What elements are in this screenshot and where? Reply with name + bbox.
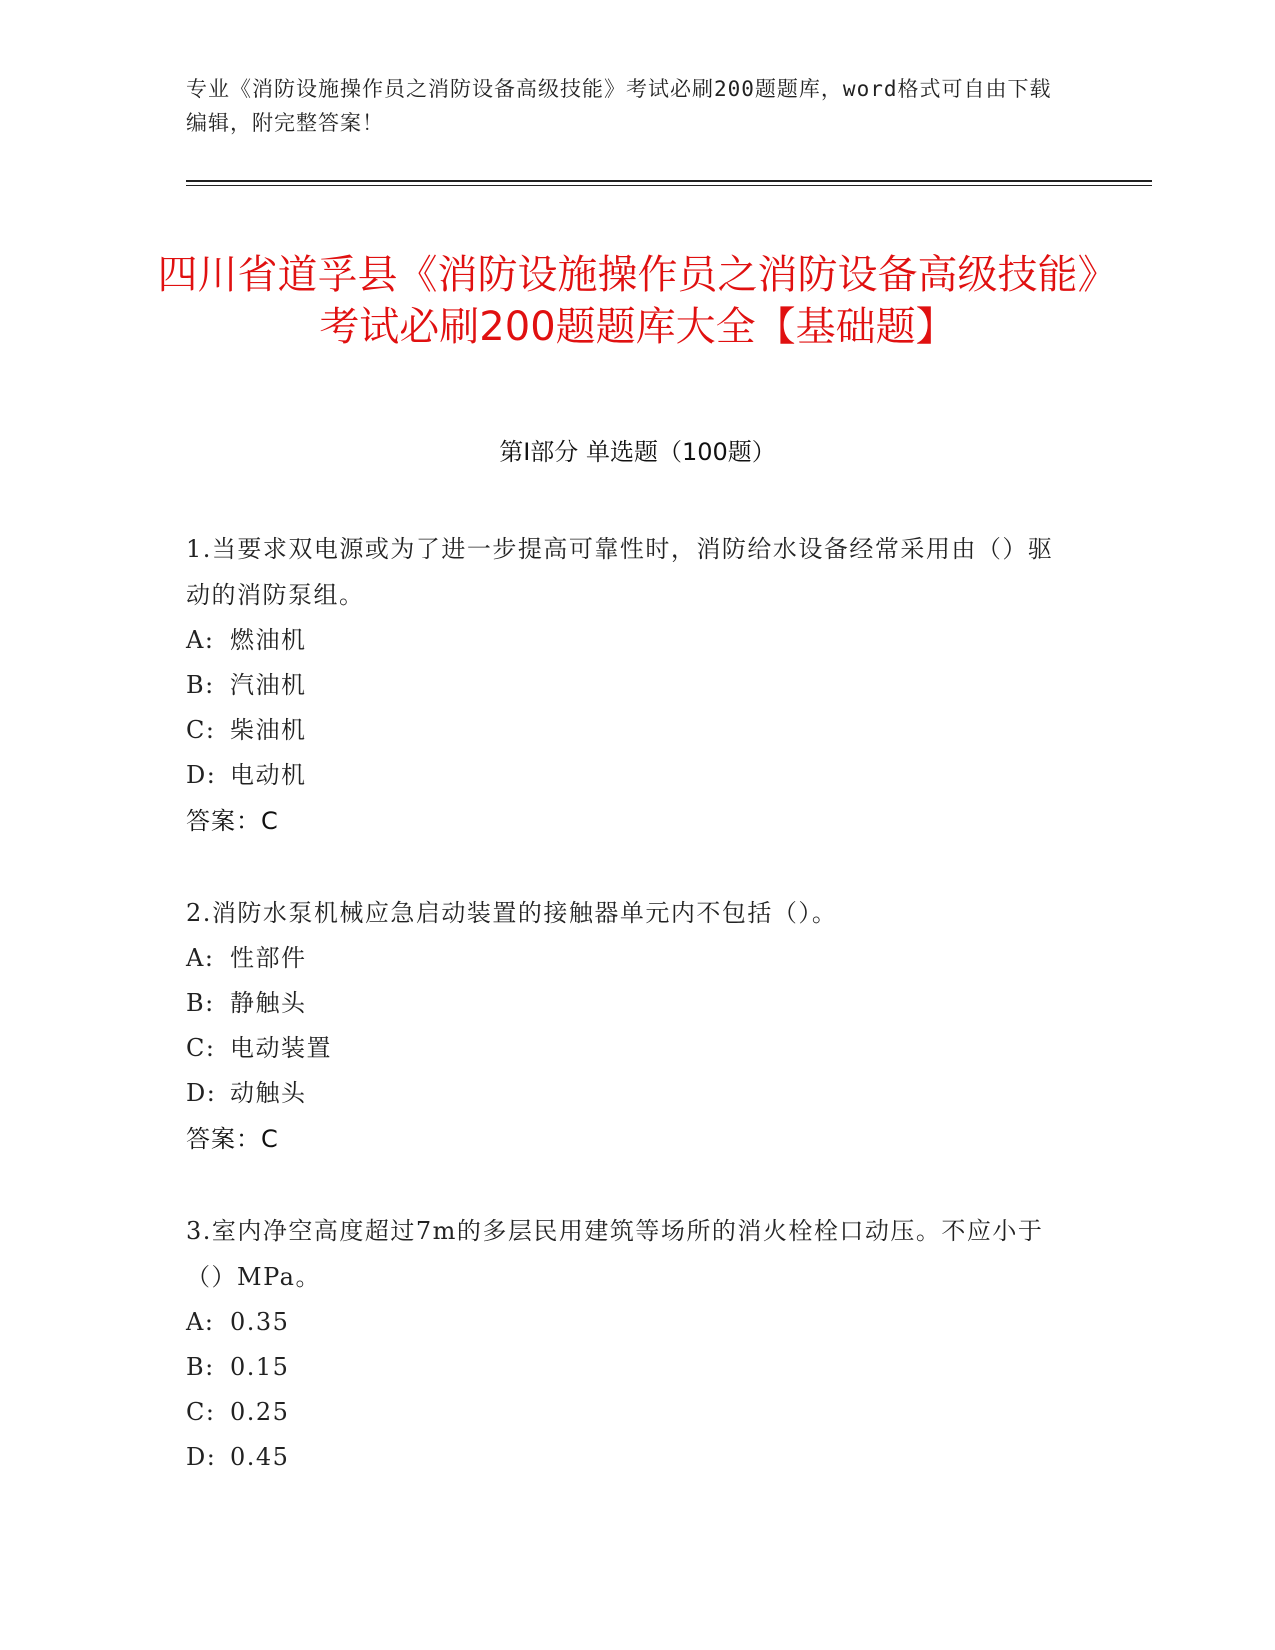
option-text: 静触头 xyxy=(230,989,307,1017)
option-text: 柴油机 xyxy=(230,716,307,744)
option-d xyxy=(186,1435,1066,1480)
answer-line: 答案：C xyxy=(186,1125,279,1153)
option-letter: B: xyxy=(186,671,215,699)
option-letter: D: xyxy=(186,1443,217,1471)
option-letter: A: xyxy=(186,626,215,654)
option-letter: A: xyxy=(186,944,215,972)
option-text: 燃油机 xyxy=(230,626,307,654)
option-text: 0.45 xyxy=(230,1443,290,1471)
option-text: 动触头 xyxy=(230,1079,307,1107)
option-a xyxy=(186,618,1066,663)
option-c xyxy=(186,1390,1066,1435)
header-rule-thick xyxy=(186,180,1152,182)
option-text: 电动机 xyxy=(230,761,307,789)
option-letter: B: xyxy=(186,989,215,1017)
option-b xyxy=(186,981,1066,1026)
option-letter: C: xyxy=(186,1398,216,1426)
option-letter: B: xyxy=(186,1353,215,1381)
option-letter: C: xyxy=(186,716,216,744)
option-b xyxy=(186,1345,1066,1390)
option-text: 0.35 xyxy=(230,1308,290,1336)
option-letter: D: xyxy=(186,761,217,789)
header-rule-thin xyxy=(186,185,1152,186)
option-c xyxy=(186,1026,1066,1071)
option-text: 电动装置 xyxy=(230,1034,332,1062)
option-text: 0.25 xyxy=(230,1398,290,1426)
document-title: 四川省道孚县《消防设施操作员之消防设备高级技能》考试必刷200题题库大全【基础题】 xyxy=(157,251,1118,350)
option-text: 汽油机 xyxy=(230,671,307,699)
option-a xyxy=(186,936,1066,981)
option-d xyxy=(186,753,1066,798)
question-stem: 2.消防水泵机械应急启动装置的接触器单元内不包括（）。 xyxy=(186,899,838,927)
option-letter: D: xyxy=(186,1079,217,1107)
option-letter: C: xyxy=(186,1034,216,1062)
section-heading: 第I部分 单选题（100题） xyxy=(499,438,776,466)
question-item xyxy=(186,1208,1066,1480)
option-text: 0.15 xyxy=(230,1353,290,1381)
option-b xyxy=(186,663,1066,708)
question-stem: 3.室内净空高度超过7m的多层民用建筑等场所的消火栓栓口动压。不应小于（）MPa。 xyxy=(186,1217,1044,1291)
intro-paragraph: 专业《消防设施操作员之消防设备高级技能》考试必刷200题题库，word格式可自由下载编辑，附完整答案！ xyxy=(186,77,1052,135)
option-letter: A: xyxy=(186,1308,215,1336)
option-text: 性部件 xyxy=(230,944,307,972)
question-list xyxy=(186,526,1066,1526)
option-d xyxy=(186,1071,1066,1116)
question-stem: 1.当要求双电源或为了进一步提高可靠性时，消防给水设备经常采用由（）驱动的消防泵组。 xyxy=(186,535,1054,609)
answer-line: 答案：C xyxy=(186,807,279,835)
question-item xyxy=(186,526,1066,844)
option-c xyxy=(186,708,1066,753)
option-a xyxy=(186,1300,1066,1345)
question-item xyxy=(186,890,1066,1162)
